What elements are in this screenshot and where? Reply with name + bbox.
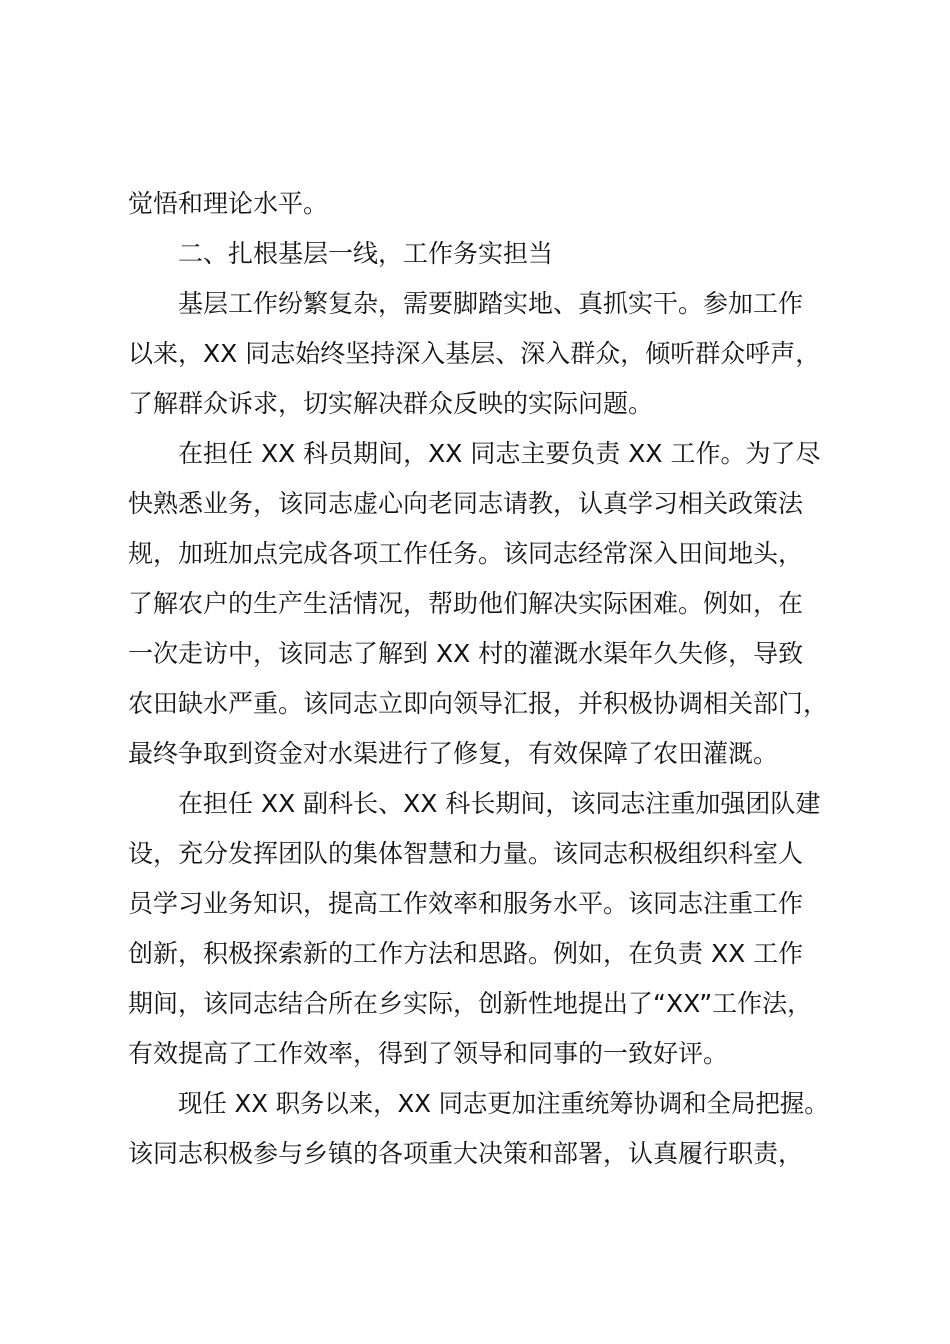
text-line: 以来，XX 同志始终坚持深入基层、深入群众，倾听群众呼声， [128, 339, 821, 368]
text-line: 基层工作纷繁复杂，需要脚踏实地、真抓实干。参加工作 [178, 289, 804, 318]
text-line: 一次走访中，该同志了解到 XX 村的灌溉水渠年久失修，导致 [128, 639, 804, 668]
text-line: 现任 XX 职务以来，XX 同志更加注重统筹协调和全局把握。 [178, 1089, 829, 1118]
text-line: 了解群众诉求，切实解决群众反映的实际问题。 [128, 389, 654, 418]
text-line: 期间，该同志结合所在乡实际，创新性地提出了“XX”工作法， [128, 989, 813, 1018]
text-line: 在担任 XX 副科长、XX 科长期间，该同志注重加强团队建 [178, 789, 821, 818]
section-heading: 二、扎根基层一线，工作务实担当 [178, 239, 554, 268]
text-line: 设，充分发挥团队的集体智慧和力量。该同志积极组织科室人 [128, 839, 804, 868]
text-line: 有效提高了工作效率，得到了领导和同事的一致好评。 [128, 1039, 729, 1068]
text-line: 快熟悉业务，该同志虚心向老同志请教，认真学习相关政策法 [128, 489, 804, 518]
text-line: 最终争取到资金对水渠进行了修复，有效保障了农田灌溉。 [128, 739, 779, 768]
text-line: 该同志积极参与乡镇的各项重大决策和部署，认真履行职责， [128, 1139, 804, 1168]
text-line: 在担任 XX 科员期间，XX 同志主要负责 XX 工作。为了尽 [178, 439, 821, 468]
text-line: 农田缺水严重。该同志立即向领导汇报，并积极协调相关部门， [128, 689, 829, 718]
text-line: 创新，积极探索新的工作方法和思路。例如，在负责 XX 工作 [128, 939, 804, 968]
text-line: 员学习业务知识，提高工作效率和服务水平。该同志注重工作 [128, 889, 804, 918]
text-line: 觉悟和理论水平。 [128, 189, 329, 218]
text-line: 规，加班加点完成各项工作任务。该同志经常深入田间地头， [128, 539, 804, 568]
text-line: 了解农户的生产生活情况，帮助他们解决实际困难。例如，在 [128, 589, 804, 618]
